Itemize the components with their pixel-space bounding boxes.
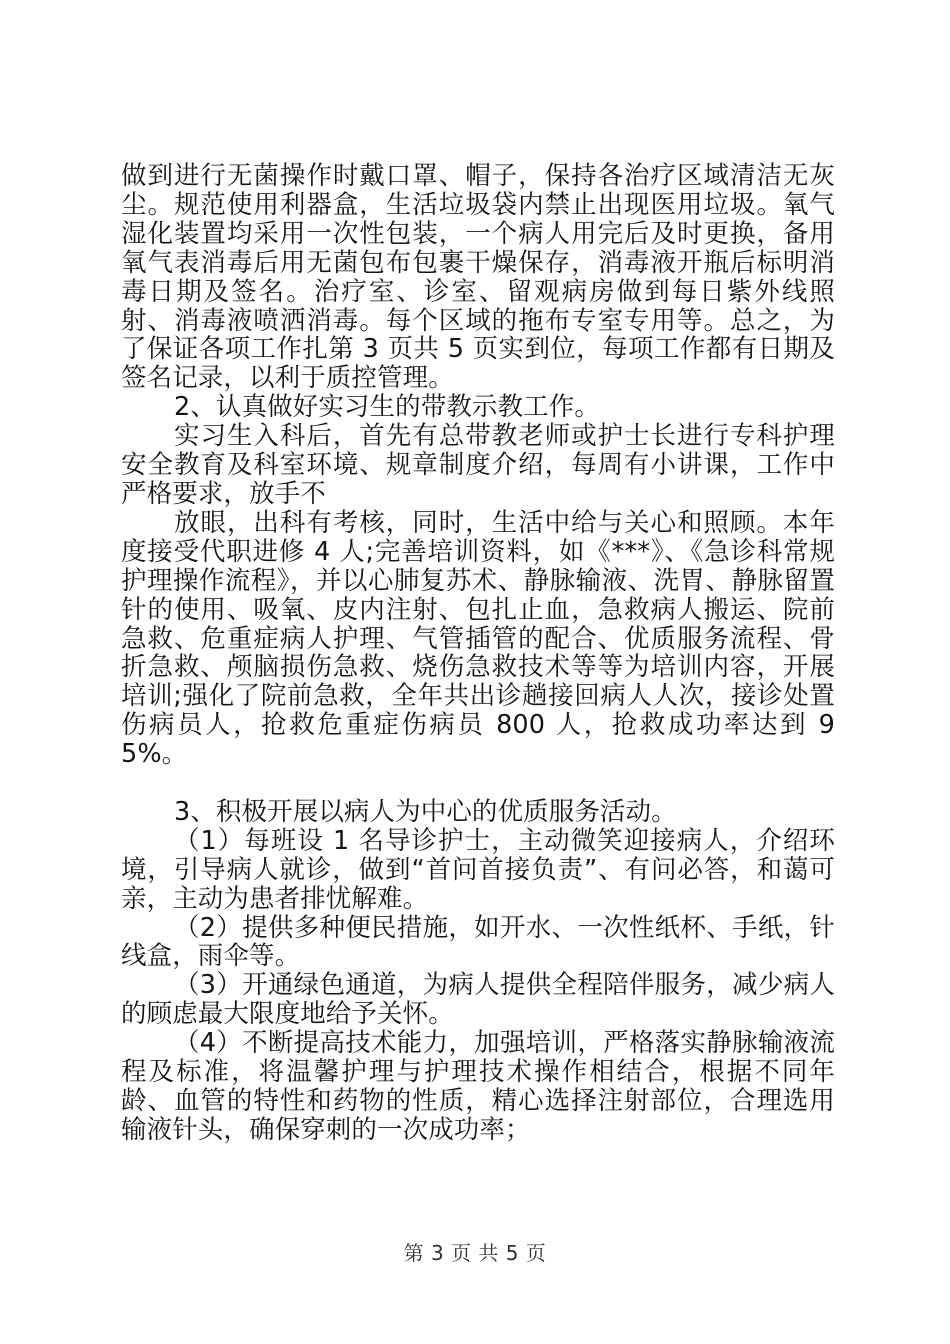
paragraph-spacer	[121, 769, 835, 798]
body-paragraph: （3）开通绿色通道，为病人提供全程陪伴服务，减少病人的顾虑最大限度地给予关怀。	[121, 970, 835, 1030]
page-number-label: 第 3 页 共 5 页	[403, 1241, 547, 1265]
body-paragraph: （2）提供多种便民措施，如开水、一次性纸杯、手纸，针线盒，雨伞等。	[121, 912, 835, 972]
document-body	[121, 162, 835, 1145]
body-paragraph: 放眼，出科有考核，同时，生活中给与关心和照顾。本年度接受代职进修 4 人;完善培训资料，如《***》、《急诊科常规护理操作流程》，并以心肺复苏术、静脉输液、洗胃、静脉留置针的使用、吸氧、皮内注射、包扎止血，急救病人搬运、院前急救、危重症病人护理、气管插管的配合、优质服务流程、骨折急救、颅脑损伤急救、烧伤急救技术等等为培训内容，开展培训;强化了院前急救，全年共出诊趟接回病人人次，接诊处置伤病员人，抢救危重症伤病员 800 人，抢救成功率达到 95%。	[121, 507, 835, 770]
body-paragraph: 做到进行无菌操作时戴口罩、帽子，保持各治疗区域清洁无灰尘。规范使用利器盒，生活垃圾袋内禁止出现医用垃圾。氧气湿化装置均采用一次性包装，一个病人用完后及时更换，备用氧气表消毒后用无菌包布包裹干燥保存，消毒液开瓶后标明消毒日期及签名。治疗室、诊室、留观病房做到每日紫外线照射、消毒液喷洒消毒。每个区域的拖布专室专用等。总之，为了保证各项工作扎第 3 页共 5 页实到位，每项工作都有日期及签名记录，以利于质控管理。	[121, 161, 835, 394]
body-paragraph: （4）不断提高技术能力，加强培训，严格落实静脉输液流程及标准，将温馨护理与护理技术操作相结合，根据不同年龄、血管的特性和药物的性质，精心选择注射部位，合理选用输液针头，确保穿刺的一次成功率；	[121, 1028, 835, 1145]
page-footer	[0, 1241, 950, 1265]
body-paragraph: 3、积极开展以病人为中心的优质服务活动。	[174, 796, 677, 827]
body-paragraph: 2、认真做好实习生的带教示教工作。	[174, 392, 600, 423]
body-paragraph: 实习生入科后，首先有总带教老师或护士长进行专科护理安全教育及科室环境、规章制度介绍，每周有小讲课，工作中严格要求，放手不	[121, 421, 835, 509]
body-paragraph: （1）每班设 1 名导诊护士，主动微笑迎接病人，介绍环境，引导病人就诊，做到“首问首接负责”、有问必答，和蔼可亲，主动为患者排忧解难。	[121, 825, 835, 914]
